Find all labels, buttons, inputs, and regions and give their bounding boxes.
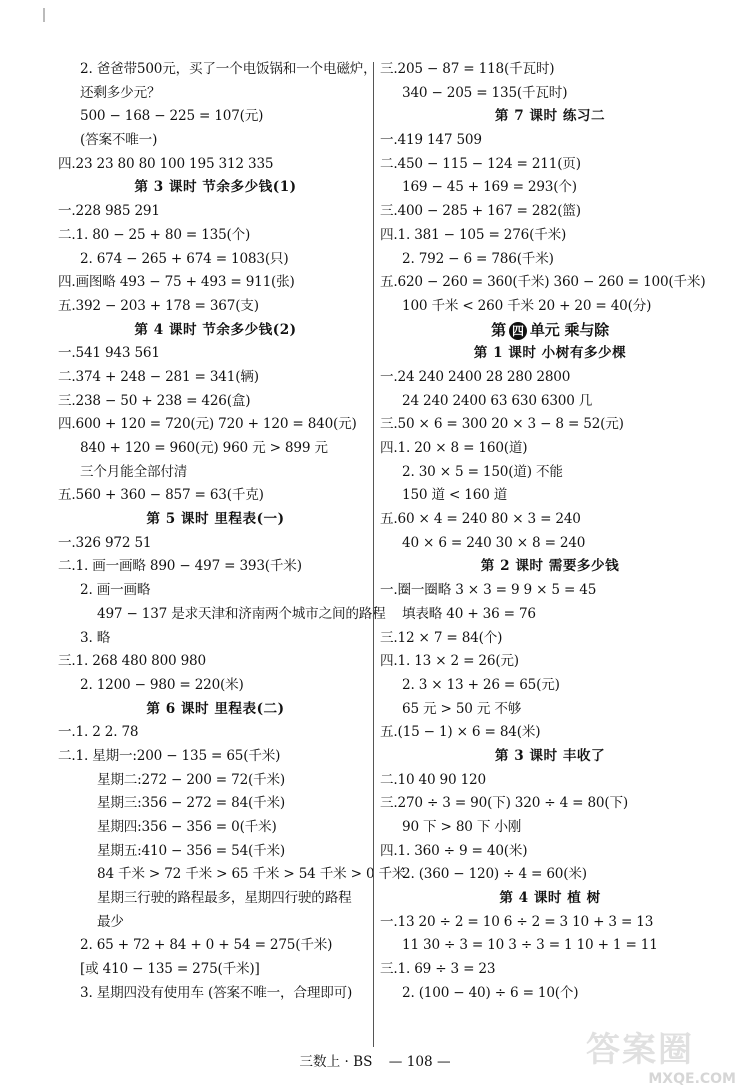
column-divider — [373, 62, 374, 1047]
answer-line: 2. (100 − 40) ÷ 6 = 10(个) — [402, 984, 579, 1001]
answer-line: 3. 略 — [80, 629, 111, 646]
answer-line: 840 + 120 = 960(元) 960 元 > 899 元 — [80, 440, 328, 456]
watermark-text: 答案圈 — [586, 1030, 694, 1070]
answer-line: 填表略 40 + 36 = 76 — [402, 605, 536, 622]
right-column — [380, 58, 720, 1006]
answer-line: 一.24 240 2400 28 280 2800 — [380, 368, 571, 385]
answer-line: 二.374 + 248 − 281 = 341(辆) — [58, 368, 259, 385]
answer-line: 500 − 168 − 225 = 107(元) — [80, 108, 264, 125]
answer-line: 2. 1200 − 980 = 220(米) — [80, 676, 244, 693]
answer-line: 四.23 23 80 80 100 195 312 335 — [58, 155, 274, 172]
unit-number-badge: 四 — [509, 322, 527, 340]
answer-line: 三个月能全部付清 — [80, 463, 188, 480]
answer-line: 星期四:356 − 356 = 0(千米) — [97, 819, 277, 835]
answer-line: 星期三:356 − 272 = 84(千米) — [97, 795, 286, 812]
answer-line: 24 240 2400 63 630 6300 几 — [402, 392, 593, 409]
answer-line: 2. (360 − 120) ÷ 4 = 60(米) — [402, 866, 587, 883]
answer-line: 二.1. 画一画略 890 − 497 = 393(千米) — [58, 558, 302, 575]
answer-line: 2. 674 − 265 + 674 = 1083(只) — [80, 250, 289, 267]
answer-line: 五.620 − 260 = 360(千米) 360 − 260 = 100(千米) — [380, 274, 706, 291]
page-number: — 108 — — [388, 1054, 451, 1070]
answer-line: 五.560 + 360 − 857 = 63(千克) — [58, 487, 264, 504]
answer-line: 100 千米 < 260 千米 20 + 20 = 40(分) — [402, 297, 652, 314]
answer-line: 150 道 < 160 道 — [402, 487, 508, 504]
book-label: 三数上 · BS — [299, 1054, 373, 1070]
left-column — [58, 58, 406, 1006]
answer-line: 三.50 × 6 = 300 20 × 3 − 8 = 52(元) — [380, 416, 624, 433]
answer-line: 一.326 972 51 — [58, 534, 152, 551]
answer-line: 三.238 − 50 + 238 = 426(盒) — [58, 392, 251, 409]
answer-line: 一.13 20 ÷ 2 = 10 6 ÷ 2 = 3 10 + 3 = 13 — [380, 913, 654, 930]
answer-line: 2. 画一画略 — [80, 582, 151, 599]
answer-line: 90 下 > 80 下 小刚 — [402, 819, 522, 835]
answer-line: 一.1. 2 2. 78 — [58, 724, 139, 741]
answer-line: 四.1. 20 × 8 = 160(道) — [380, 440, 528, 456]
lesson-heading: 第 5 课时 里程表(一) — [146, 511, 285, 528]
unit-prefix: 第 — [491, 320, 506, 339]
answer-line: 二.1. 星期一:200 − 135 = 65(千米) — [58, 747, 281, 764]
answer-line: 还剩多少元？ — [80, 84, 161, 101]
watermark-logo — [586, 1022, 736, 1087]
answer-line: 四.1. 360 ÷ 9 = 40(米) — [380, 842, 528, 859]
answer-line: 2. 3 × 13 + 26 = 65(元) — [402, 676, 560, 693]
watermark-url: MXQE.COM — [648, 1071, 736, 1087]
answer-line: 四.画图略 493 − 75 + 493 = 911(张) — [58, 274, 295, 291]
answer-line: 星期三行驶的路程最多，星期四行驶的路程 — [97, 890, 352, 907]
lesson-heading: 第 3 课时 丰收了 — [494, 747, 606, 764]
lesson-heading: 第 1 课时 小树有多少棵 — [473, 345, 627, 362]
lesson-heading: 第 3 课时 节余多少钱(1) — [134, 179, 297, 196]
answer-line: 二.1. 80 − 25 + 80 = 135(个) — [58, 226, 251, 243]
answer-line: 2. 30 × 5 = 150(道) 不能 — [402, 463, 563, 480]
scan-mark — [43, 8, 45, 22]
answer-line: 五.60 × 4 = 240 80 × 3 = 240 — [380, 511, 581, 528]
answer-line: 84 千米 > 72 千米 > 65 千米 > 54 千米 > 0 千米 — [97, 866, 406, 883]
answer-line: 星期二:272 − 200 = 72(千米) — [97, 771, 286, 788]
answer-line: 一.541 943 561 — [58, 345, 160, 362]
answer-line: 五.392 − 203 + 178 = 367(支) — [58, 297, 259, 314]
answer-line: 二.450 − 115 − 124 = 211(页) — [380, 155, 581, 172]
answer-line: 三.1. 268 480 800 980 — [58, 653, 206, 670]
answer-line: 四.1. 13 × 2 = 26(元) — [380, 653, 519, 670]
answer-line: 11 30 ÷ 3 = 10 3 ÷ 3 = 1 10 + 1 = 11 — [402, 937, 658, 954]
answer-line: 四.600 + 120 = 720(元) 720 + 120 = 840(元) — [58, 416, 357, 433]
answer-line: 三.270 ÷ 3 = 90(下) 320 ÷ 4 = 80(下) — [380, 795, 628, 812]
answer-line: 三.12 × 7 = 84(个) — [380, 629, 503, 646]
answer-line: 五.(15 − 1) × 6 = 84(米) — [380, 724, 541, 741]
answer-line: 一.228 985 291 — [58, 203, 160, 220]
answer-line: 3. 星期四没有使用车 (答案不唯一，合理即可) — [80, 984, 353, 1001]
lesson-heading: 第 7 课时 练习二 — [494, 108, 606, 125]
answer-line: 星期五:410 − 356 = 54(千米) — [97, 842, 286, 859]
answer-line: 340 − 205 = 135(千瓦时) — [402, 84, 568, 101]
answer-line: 2. 65 + 72 + 84 + 0 + 54 = 275(千米) — [80, 937, 333, 954]
answer-line: 2. 792 − 6 = 786(千米) — [402, 250, 554, 267]
answer-line: 65 元 > 50 元 不够 — [402, 700, 522, 717]
answer-line: 三.1. 69 ÷ 3 = 23 — [380, 961, 496, 978]
answer-line: 四.1. 381 − 105 = 276(千米) — [380, 226, 567, 243]
lesson-heading: 第 2 课时 需要多少钱 — [480, 558, 620, 575]
lesson-heading: 第 4 课时 植 树 — [499, 890, 601, 907]
answer-line: 497 − 137 是求天津和济南两个城市之间的路程 — [97, 605, 386, 622]
answer-line: 40 × 6 = 240 30 × 8 = 240 — [402, 534, 586, 551]
answer-line: 一.419 147 509 — [380, 132, 482, 149]
unit-title: 单元 乘与除 — [529, 320, 609, 339]
answer-line: 三.205 − 87 = 118(千瓦时) — [380, 61, 555, 77]
answer-line: 2. 爸爸带500元，买了一个电饭锅和一个电磁炉， — [80, 61, 377, 77]
answer-line: [或 410 − 135 = 275(千米)] — [80, 961, 260, 978]
lesson-heading: 第 6 课时 里程表(二) — [146, 700, 285, 717]
answer-line: 最少 — [97, 913, 124, 930]
answer-line: 三.400 − 285 + 167 = 282(篮) — [380, 203, 581, 220]
lesson-heading: 第 4 课时 节余多少钱(2) — [134, 321, 297, 338]
unit-heading — [380, 319, 720, 343]
answer-line: 二.10 40 90 120 — [380, 771, 486, 788]
answer-line: 169 − 45 + 169 = 293(个) — [402, 179, 577, 196]
answer-line: 一.圈一圈略 3 × 3 = 9 9 × 5 = 45 — [380, 582, 597, 599]
answer-line: (答案不唯一) — [80, 132, 158, 149]
